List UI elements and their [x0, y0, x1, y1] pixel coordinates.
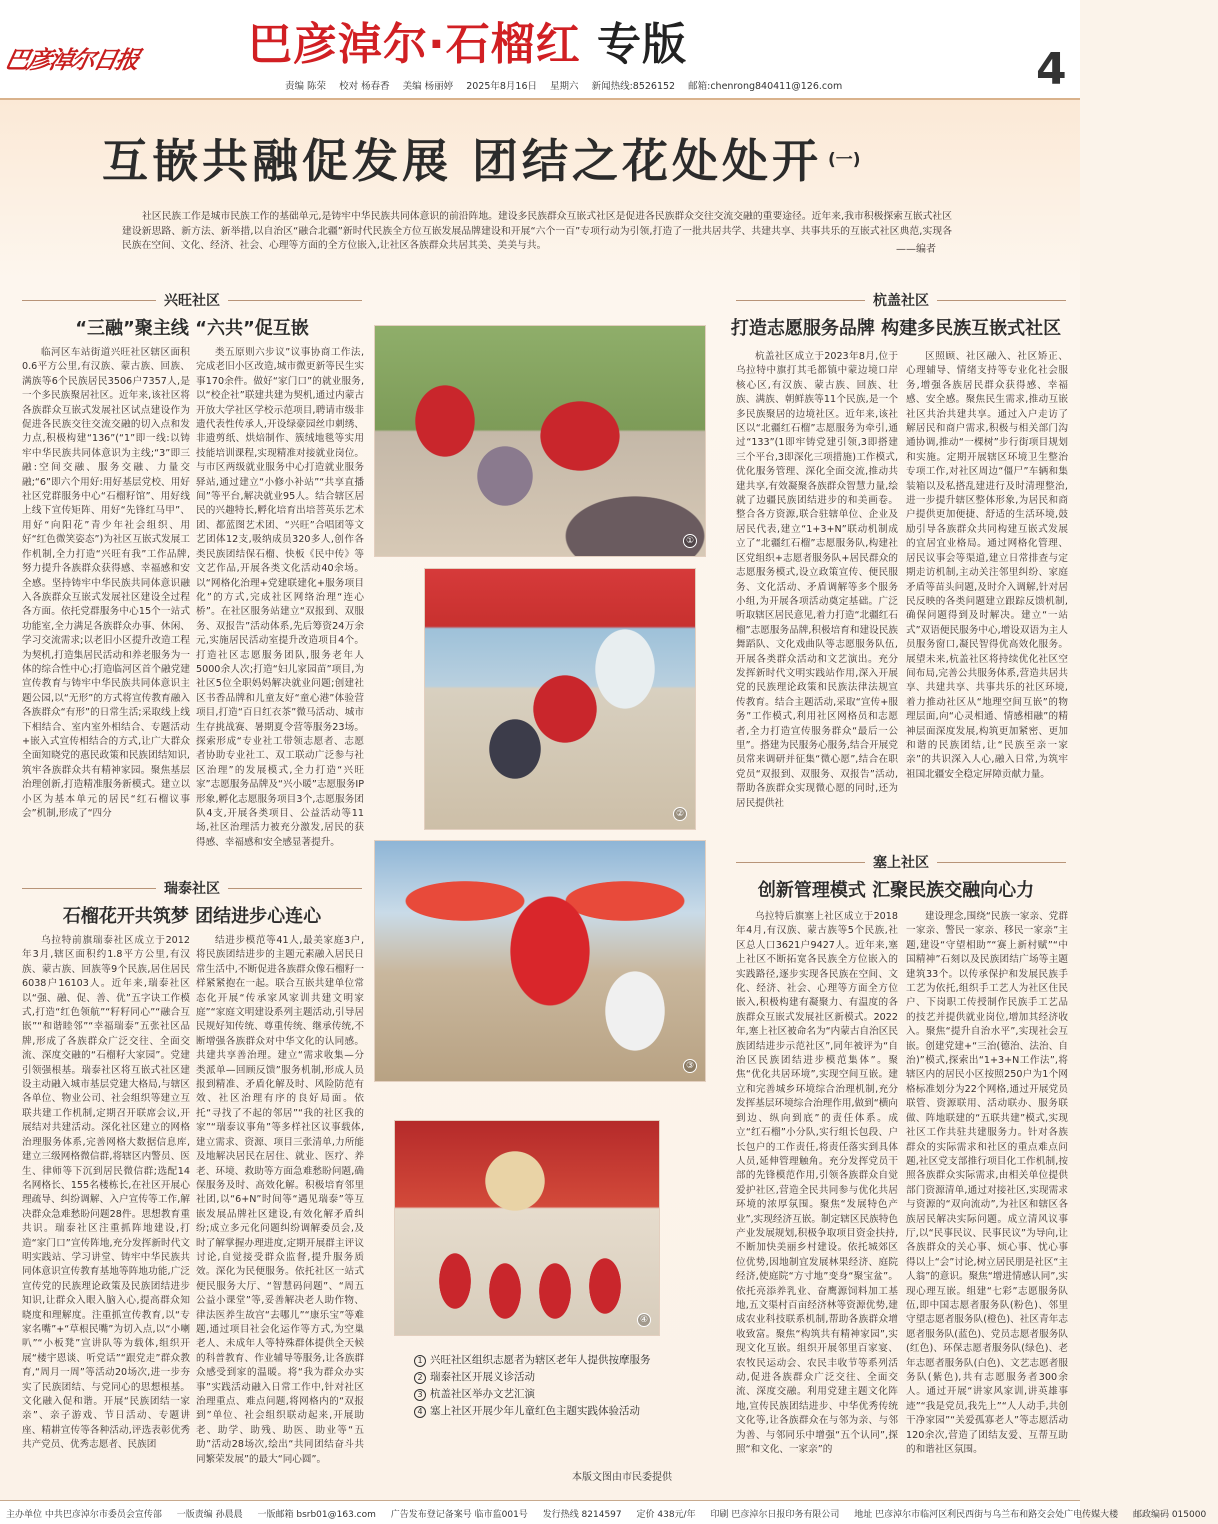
rule: [736, 862, 865, 863]
section-title-black: 专版: [597, 19, 688, 70]
footer-postcode: 邮政编码 015000: [1132, 1510, 1207, 1520]
article-col-saishang-2: 建设理念,围绕“民族一家亲、党群一家亲、警民一家亲、移民一家亲”主题,建设“守望相助”“赛上新村赋”“中国精神”石刻以及民族团结广场等主题建筑33个。以传承保护和发展民族手工艺为依托,组织手工艺人为社区住民户、下岗职工传授制作民族手工艺品的技艺并提供就业岗位,增加其经济收入。聚焦“提升自治水平”,实现社会互嵌。创建党建+“三治(德治、法治、自治)”模式,探索出“1+3+N工作法”,将辖区内的居民小区按照250户为1个网格标准划分为22个网格,通过开展党员联管、资源联用、活动联办、服务联做、阵地联建的“五联共建”模式,实现社区工作共驻共建服务力。针对各族群众的实际需求和社区的重点难点问题,社区党支部推行项目化工作机制,按照各族群众实际需求,由相关单位提供部门资源清单,通过对接社区,实现需求与资源的“双向流动”,为社区和辖区各族居民解决实际问题。成立清风议事厅,以“民事民议、民事民议”为导向,让各族群众的关心事、烦心事、忧心事得以上“会”讨论,树立居民朋是社区“主人翁”的意识。聚焦“增进情感认同”,实现心理互嵌。组建“七彩”志愿服务队伍,即中国志愿者服务队(粉色)、邻里守望志愿者服务队(橙色)、社区青年志愿者服务队(蓝色)、党员志愿者服务队(红色)、环保志愿者服务队(绿色)、老年志愿者服务队(白色)、文艺志愿者服务队(紫色),共有志愿服务者300余人。通过开展“讲家风家训,讲英雄事迹”“我是党员,我先上”“人人动手,共创干净家园”“关爱孤寡老人”等志愿活动120余次,营造了团结友爱、互帮互助的和谐社区氛围。: [906, 911, 1068, 1456]
rule: [22, 888, 156, 889]
meta-hotline: 新闻热线:8526152: [591, 81, 676, 92]
meta-editor: 责编 陈荣: [285, 81, 327, 92]
caption-number: 4: [414, 1406, 426, 1418]
caption-item: [414, 1369, 651, 1386]
photo-number: ①: [683, 534, 697, 548]
page-footer: [0, 1500, 1207, 1524]
caption-text: 兴旺社区组织志愿者为辖区老年人提供按摩服务: [430, 1354, 651, 1366]
photo-number: ④: [637, 1313, 651, 1327]
article-col-xingwang-1: 临河区车站街道兴旺社区辖区面积0.6平方公里,有汉族、蒙古族、回族、满族等6个民族居民3506户7357人,是一个多民族聚居社区。近年来,该社区将各族群众互嵌式发展社区试点建设作为促进各民族交往交流交融的切入点和发力点,积极构建“136”(“1”即一线:以铸牢中华民族共同体意识为主线;“3”即三融:空间交融、服务交融、力量交融;“6”即六个用好:用好基层党校、用好社区党群服务中心“石榴籽馆”、用好线上线下宣传矩阵、用好“先锋红马甲”、用好“向阳花”青少年社会组织、用好“红色微笑姿态”)为社区互嵌式发展工作机制,全力打造“兴旺有我”工作品牌,努力提升各族群众获得感、幸福感和安全感。坚持铸牢中华民族共同体意识融入各族群众互嵌式发展社区建设全过程各方面。依托党群服务中心15个一站式功能室,全力满足各族群众办事、休闲、学习交流需求;以老旧小区提升改造工程为契机,打造集居民活动和养老服务为一体的综合性中心;打造临河区首个融党建宣传教育与铸牢中华民族共同体意识主题公园,以“无形”的方式将宣传教育融入各族群众“有形”的日常生活;采取线上线下相结合、室内室外相结合、专题活动+嵌入式宣传相结合的方式,让广大群众全面知晓党的惠民政策和民族团结知识,筑牢各族群众共有精神家园。聚焦基层治理创新,打造精准服务新模式。建立以小区为基本单元的居民“红石榴议事会”机制,形成了“四分: [22, 347, 190, 819]
footer-price: 定价 438元/年: [636, 1510, 696, 1520]
newspaper-logo: 巴彦淖尔日报: [2, 45, 141, 74]
article-col-hanggai-2: 区照顾、社区融入、社区矫正、心理辅导、情绪支持等专业化社会服务,增强各族居民群众获得感、幸福感、安全感。聚焦民生需求,推动互嵌社区共治共建共享。通过入户走访了解居民和商户需求,积极与相关部门沟通协调,推动“一棵树”步行街项目规划和实施。定期开展辖区环境卫生整治专项工作,对社区周边“僵尸”车辆和集装箱以及私搭乱建进行及时清理整治,进一步提升辖区整体形象,为居民和商户提供更加便捷、舒适的生活环境,鼓励引导各族群众共同构建互嵌式发展的宜居宜业格局。通过网格化管理、居民议事会等渠道,建立日常排查与定期走访机制,主动关注邻里纠纷、家庭矛盾等苗头问题,及时介入调解,针对居民反映的各类问题建立跟踪反馈机制,确保问题得到及时解决。建立“一站式”双语便民服务中心,增设双语为主人员服务窗口,凝民智得优高效化服务。展望未来,杭盖社区将持续优化社区空间布局,完善公共服务体系,营造共居共享、共建共享、共事共乐的社区环境,着力推动社区从“地理空间互嵌”的物理层面,向“心灵相通、情感相融”的精神层面深度发展,构筑更加紧密、更加和谐的民族团结,让“民族至亲一家亲”的共识深入人心,融入日常,为筑牢祖国北疆安全稳定屏障贡献力量。: [906, 351, 1068, 780]
photo-children-activity: [394, 1120, 660, 1336]
caption-text: 杭盖社区举办文艺汇演: [430, 1388, 535, 1400]
section-name: 杭盖社区: [873, 293, 929, 309]
page-number: 4: [1036, 44, 1067, 95]
masthead: [0, 0, 1080, 100]
photo-number: ②: [673, 807, 687, 821]
article-col-saishang-1: 乌拉特后旗塞上社区成立于2018年4月,有汉族、蒙古族等5个民族,社区总人口3621户9427人。近年来,塞上社区不断拓宽各民族全方位嵌入的实践路径,逐步实现各民族在空间、文化、经济、社会、心理等方面全方位嵌入,积极构建有凝聚力、有温度的各族群众互嵌式发展社区新模式。2022年,塞上社区被命名为“内蒙古自治区民族团结进步示范社区”,同年被评为“自治区民族团结进步模范集体”。聚焦“优化共居环境”,实现空间互嵌。建立和完善城乡环境综合治理机制,充分发挥基层环境综合治理作用,做到“横向到边、纵向到底”的责任体系。成立“红石榴”小分队,实行组长包段、户长包户的工作责任,将责任落实到具体人员,延伸管理触角。充分发挥党员干部的先锋模范作用,引领各族群众自觉爱护社区,营造全民共同参与优化共居环境的浓厚氛围。聚焦“发展特色产业”,实现经济互嵌。制定辖区民族特色产业发展规划,积极争取项目资金扶持,不断加快美丽乡村建设。依托城郊区位优势,因地制宜发展林果经济、庭院经济,使庭院“方寸地”变身“聚宝盆”。依托亮添养乳业、奋鹰源饲料加工基地,五文渠村百亩经济林等资源优势,建成农业科技联系机制,帮助各族群众增收致富。聚焦“构筑共有精神家园”,实现文化互嵌。组织开展邻里百家宴、农牧民运动会、农民丰收节等系列活动,促进各族群众广泛交往、全面交流、深度交融。利用党建主题文化阵地,宣传民族团结进步、中华优秀传统文化等,让各族群众在与邻为亲、与邻为善、与邻同乐中增强“五个认同”,探照“和文化、一家亲”的: [736, 911, 898, 1456]
photo-massage-service: [374, 325, 706, 557]
photo-performance: [374, 840, 706, 1082]
meta-weekday: 星期六: [550, 81, 579, 92]
photo-captions: [414, 1352, 651, 1420]
article-col-hanggai-1: 杭盖社区成立于2023年8月,位于乌拉特中旗打其毛都镇中蒙边境口岸核心区,有汉族、蒙古族、回族、壮族、满族、朝鲜族等11个民族,是一个多民族聚居的边境社区。近年来,该社区以“北疆红石榴”志愿服务为牵引,通过“133”(1即牢铸党建引领,3即搭建三个平台,3即深化三项措施)工作模式,优化服务管理、深化全面交流,推动共建共享,有效凝聚各族群众智慧力量,绘就了边疆民族团结进步的和美画卷。整合各方资源,联合驻辖单位、企业及居民代表,建立“1+3+N”联动机制成立了“北疆红石榴”志愿服务队,构建社区党组织+志愿者服务队+居民群众的志愿服务模式,设立政策宣传、便民服务、文化活动、矛盾调解等多个服务小组,为开展各项活动奠定基础。广泛听取辖区居民意见,着力打造“北疆红石榴”志愿服务品牌,积极培育和建设民族舞蹈队、文化戏曲队等志愿服务队伍,开展各类群众活动和文艺演出。充分发挥新时代文明实践站作用,深入开展党的民族理论政策和民族法律法规宣传教育。结合主题活动,采取“宣传+服务”工作模式,利用社区网格员和志愿者,全力打造宣传服务群众“最后一公里”。搭建为民服务心服务,结合开展党员常来调研并征集“微心愿”,结合在职党员“双报到、双服务、双报告”活动,帮助各族群众实现微心愿的同时,还为居民提供社: [736, 351, 898, 809]
caption-number: 3: [414, 1389, 426, 1401]
meta-designer: 美编 杨丽婷: [402, 81, 454, 92]
footer-hotline: 发行热线 8214597: [542, 1510, 622, 1520]
article-title-xingwang: “三融”聚主线 “六共”促互嵌: [75, 318, 309, 339]
section-title-red: 巴彦淖尔·石榴红: [248, 19, 581, 70]
section-head-hanggai: [736, 290, 1066, 310]
rule: [937, 862, 1066, 863]
headline-sub: (一): [828, 150, 861, 170]
article-title-ruitai: 石榴花开共筑梦 团结进步心连心: [62, 906, 322, 927]
section-head-saishang: [736, 852, 1066, 872]
article-col-xingwang-2: 类五原则六步议”议事协商工作法,完成老旧小区改造,城市微更新等民生实事170余件。做好“家门口”的就业服务,以“校企社”联建共建为契机,通过内蒙古开放大学社区学校示范项目,聘请市级非遗代表性传承人,开设绿豪园丝巾刺绣、非遗剪纸、烘焙制作、簇绒地毯等实用技能培训课程,实现精准对接就业岗位。与市区两级就业服务中心打造就业服务驿站,通过建立“小修小补站”“共享直播间”等平台,解决就业95人。结合辖区居民的兴趣特长,孵化培育出培菩英乐艺术团、都蓝图艺术团、“兴旺”合唱团等文艺团体12支,吸纳成员320多人,创作各类民族团结保石榴、快板《民中传》等文艺作品,开展各类文化活动40余场。以“网格化治理+党建联建化+服务项目化”的方式,完成社区网络治理“连心桥”。在社区服务站建立“双报到、双服务、双报告”活动体系,先后筹资24万余元,实施居民活动室提升改造项目4个。打造社区志愿服务团队,服务老年人5000余人次;打造“妇儿家园苗”项目,为社区5位全职妈妈解决就业问题;创建社区书香品牌和儿童友好“童心港”体验营项目,打造“百日红衣茶”微马活动、城市生存挑战赛、暑期夏令营等服务23场。探索形成“专业社工带领志愿者、志愿者协助专业社工、双工联动广泛参与社区治理”的发展模式,全力打造“兴旺家”志愿服务品牌及“兴小暖”志愿服务IP形象,孵化志愿服务项目3个,志愿服务团队4支,开展各类项目、公益活动等11场,社区治理活力被充分激发,居民的获得感、幸福感和安全感显著提升。: [196, 347, 364, 848]
photo-credit: 本版文图由市民委提供: [572, 1472, 672, 1483]
article-col-ruitai-1: 乌拉特前旗瑞泰社区成立于2012年3月,辖区面积约1.8平方公里,有汉族、蒙古族、回族等9个民族,居住居民6038户16103人。近年来,瑞泰社区以“强、融、促、善、优”五字诀工作模式,打造“红色领航”“籽籽同心”“融合互嵌”“和谐睦邻”“幸福瑞泰”五张社区品牌,形成了各族群众广泛交往、全面交流、深度交融的“石榴籽大家园”。党建引领强根基。瑞泰社区将互嵌式社区建设主动融入城市基层党建大格局,与辖区各单位、物业公司、社会组织等建立互联共建工作机制,定期召开联席会议,开展结对共建活动。深化社区建立的网格治理服务体系,完善网格大数据信息库,建立三级网格微信群,将辖区内警员、医生、律师等下沉到居民微信群;选配14名网格长、155名楼栋长,在社区开展心理疏导、纠纷调解、入户宣传等工作,解决群众急难愁盼问题28件。思想教育重共识。瑞泰社区注重抓阵地建设,打造“家门口”宣传阵地,充分发挥新时代文明实践站、学习讲堂、铸牢中华民族共同体意识宣传教育基地等阵地功能,广泛宣传党的民族理论政策及民族团结进步知识,让群众入眼入脑入心,提高群众知晓度和理解度。注重抓宣传教育,以“专家名嘴”+“草根民嘴”为切入点,以“小喇叭”“小板凳”宣讲队等为载体,组织开展“楼宇恩谈、听党话”“跟党走”群众教育,“周月一周”等活动20场次,进一步夯实了民族团结、与党同心的思想根基。文化融入促和谐。开展“民族团结一家亲”、亲子游戏、节日活动、专题讲座、精耕宣传等各种活动,评选表彰优秀共产党员、优秀志愿者、民族团: [22, 935, 190, 1451]
article-col-ruitai-2: 结进步模范等41人,最美家庭3户,将民族团结进步的主题元素融入居民日常生活中,不断促进各族群众像石榴籽一样紧紧抱在一起。联合互嵌共建单位常态化开展“传承家风家训共建文明家庭”“家庭文明建设系列主题活动,引导居民规好知传统、尊重传统、继承传统,不断增强各族群众对中华文化的认同感。共建共享善治理。建立“需求收集—分类派单—回顾反馈”服务机制,形成人员报到精准、矛盾化解及时、风险防范有效、社区治理有序的良好局面。依托“寻找了不起的邻居”“我的社区我的家”“瑞泰议事角”等多样社区议事载体,建立需求、资源、项目三张清单,力所能及地解决居民在居住、就业、医疗、养老、环境、救助等方面急难愁盼问题,确保服务及时、高效化解。积极培育邻里社团,以“6+N”时间等“遇见瑞泰”等互嵌发展品牌社区建设,有效化解矛盾纠纷;成立多元化问题纠纷调解委员会,及时了解掌握办理进度,定期开展群主评议讨论,自觉接受群众监督,提升服务质效。深化为民便服务。依托社区一站式便民服务大厅、“智慧码问题”、“周五公益小课堂”等,妥善解决老人助作物、律法医养生故宫“去哪儿”“康乐宝”等难题,通过项目社会化运作等方式,为空巢老人、未成年人等特殊群体提供全天候的科普教育、作业辅导等服务,让各族群众感受到家的温暖。将“我为群众办实事”实践活动融入日常工作中,针对社区治理重点、难点问题,将网格内的“双报到”单位、社会组织联动起来,开展助老、助学、助残、助医、助业等“五助”活动28场次,绘出“共同团结奋斗共同繁荣发展”的最大“同心圆”。: [196, 935, 364, 1465]
rule: [937, 300, 1066, 301]
section-name: 兴旺社区: [164, 293, 220, 309]
caption-number: 2: [414, 1372, 426, 1384]
footer-sponsor: 主办单位 中共巴彦淖尔市委员会宣传部: [6, 1510, 162, 1520]
headline-text: 互嵌共融促发展 团结之花处处开: [102, 134, 823, 188]
section-name: 塞上社区: [873, 855, 929, 871]
photo-free-clinic: [424, 568, 696, 830]
editor-note: ——编者: [896, 244, 936, 255]
caption-number: 1: [414, 1355, 426, 1367]
caption-text: 瑞泰社区开展义诊活动: [430, 1371, 535, 1383]
photo-number: ③: [683, 1059, 697, 1073]
section-head-xingwang: [22, 290, 362, 310]
section-head-ruitai: [22, 878, 362, 898]
footer-printer: 印刷 巴彦淖尔日报印务有限公司: [710, 1510, 840, 1520]
footer-address: 地址 巴彦淖尔市临河区利民西街与乌兰布和路交会处广电传媒大楼: [854, 1510, 1119, 1520]
intro-paragraph: 社区民族工作是城市民族工作的基础单元,是铸牢中华民族共同体意识的前沿阵地。建设多民族群众互嵌式社区是促进各民族群众交往交流交融的重要途径。近年来,我市积极探索互嵌式社区建设新思路、新方法、新举措,以自治区“融合北疆”新时代民族全方位互嵌发展品牌建设和开展“六个一百”专项行动为引领,打造了一批共居共学、共建共享、共事共乐的互嵌式社区典范,实现各民族在空间、文化、经济、社会、心理等方面的全方位嵌入,让社区各族群众共居其美、美美与共。: [122, 211, 952, 251]
meta-email: 邮箱:chenrong840411@126.com: [688, 81, 843, 92]
meta-date: 2025年8月16日: [466, 81, 537, 92]
caption-item: [414, 1386, 651, 1403]
caption-text: 塞上社区开展少年儿童红色主题实践体验活动: [430, 1405, 640, 1417]
article-title-hanggai: 打造志愿服务品牌 构建多民族互嵌式社区: [730, 318, 1062, 339]
main-headline: [102, 125, 861, 191]
rule: [228, 888, 362, 889]
caption-item: [414, 1352, 651, 1369]
rule: [22, 300, 156, 301]
rule: [736, 300, 865, 301]
footer-email: 一版邮箱 bsrb01@163.com: [257, 1510, 376, 1520]
footer-editor: 一版责编 孙晨晨: [176, 1510, 243, 1520]
masthead-meta: [285, 78, 852, 92]
meta-proofreader: 校对 杨春香: [339, 81, 390, 92]
footer-ad-license: 广告发布登记备案号 临市监001号: [390, 1510, 528, 1520]
section-name: 瑞泰社区: [164, 881, 220, 897]
caption-item: [414, 1403, 651, 1420]
section-title: [248, 8, 687, 72]
article-title-saishang: 创新管理模式 汇聚民族交融向心力: [757, 880, 1035, 901]
rule: [228, 300, 362, 301]
masthead-rule: [0, 98, 1080, 100]
